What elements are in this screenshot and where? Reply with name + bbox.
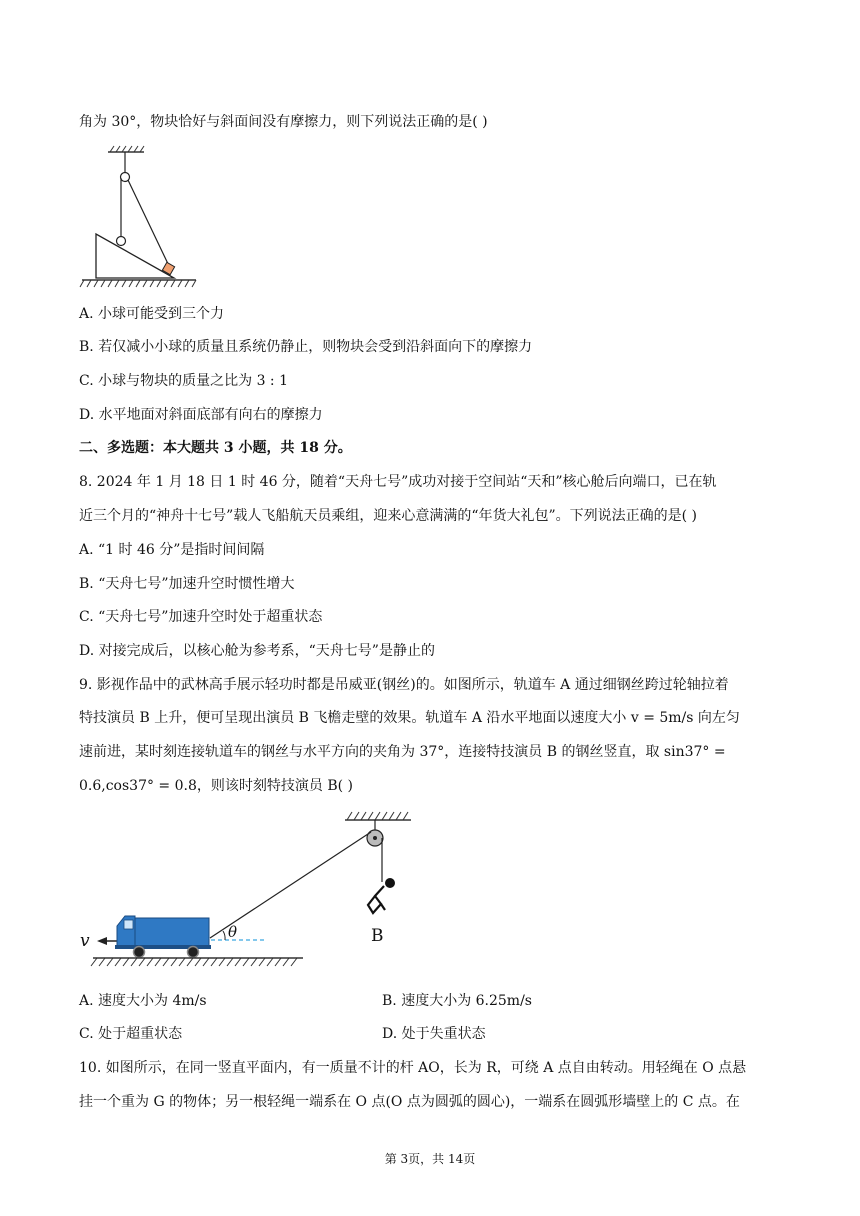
q8-option-d: D. 对接完成后，以核心舱为参考系，“天舟七号”是静止的 (79, 643, 435, 659)
q8-stem-line-2: 近三个月的“神舟十七号”载人飞船航天员乘组，迎来心意满满的“年货大礼包”。下列说法正确的是( ) (79, 508, 698, 524)
truck (115, 916, 211, 958)
performer-b (368, 878, 395, 913)
q8-option-c: C. “天舟七号”加速升空时处于超重状态 (79, 609, 323, 625)
q7-option-a: A. 小球可能受到三个力 (79, 306, 225, 322)
q7-option-c: C. 小球与物块的质量之比为 3 : 1 (79, 373, 288, 389)
small-ball (117, 237, 126, 246)
q9-stem-line-1: 9. 影视作品中的武林高手展示轻功时都是吊威亚(钢丝)的。如图所示，轨道车 A 通过细钢丝跨过轮轴拉着 (79, 677, 729, 693)
q8-stem-line-1: 8. 2024 年 1 月 18 日 1 时 46 分，随着“天舟七号”成功对接于空间站“天和”核心舱后向端口，已在轨 (79, 474, 717, 490)
q9-stem-line-4: 0.6,cos37° = 0.8，则该时刻特技演员 B( ) (79, 778, 353, 794)
q9-option-b: B. 速度大小为 6.25m/s (382, 993, 532, 1009)
q7-stem: 角为 30°，物块恰好与斜面间没有摩擦力，则下列说法正确的是( ) (79, 114, 488, 130)
ceiling-hatch (108, 146, 144, 152)
label-theta: θ (228, 923, 238, 941)
q8-option-a: A. “1 时 46 分”是指时间间隔 (79, 542, 265, 558)
ceiling-hatch (345, 812, 411, 820)
incline (96, 234, 174, 278)
q9-option-c: C. 处于超重状态 (79, 1026, 183, 1042)
ground-hatch (91, 958, 303, 966)
ground-hatch (80, 280, 196, 287)
q10-stem-line-1: 10. 如图所示，在同一竖直平面内，有一质量不计的杆 AO，长为 R，可绕 A 点自由转动。用轻绳在 O 点悬 (79, 1060, 747, 1076)
q10-stem-line-2: 挂一个重为 G 的物体；另一根轻绳一端系在 O 点(O 点为圆弧的圆心)，一端系在圆弧形墙壁上的 C 点。在 (79, 1094, 740, 1110)
q9-option-d: D. 处于失重状态 (382, 1026, 486, 1042)
q9-option-a: A. 速度大小为 4m/s (79, 993, 207, 1009)
q7-option-d: D. 水平地面对斜面底部有向右的摩擦力 (79, 407, 323, 423)
q7-option-b: B. 若仅减小小球的质量且系统仍静止，则物块会受到沿斜面向下的摩擦力 (79, 339, 533, 355)
label-b: B (371, 926, 384, 946)
section-heading: 二、多选题：本大题共 3 小题，共 18 分。 (79, 440, 352, 456)
q9-truck-figure (75, 800, 425, 980)
rope-to-block (128, 180, 170, 268)
q9-stem-line-3: 速前进，某时刻连接轨道车的钢丝与水平方向的夹角为 37°，连接特技演员 B 的钢丝竖直，取 sin37° = (79, 744, 726, 760)
q9-stem-line-2: 特技演员 B 上升，便可呈现出演员 B 飞檐走壁的效果。轨道车 A 沿水平地面以速度大小 v = 5m/s 向左匀 (79, 710, 740, 726)
label-v: v (80, 931, 90, 951)
q7-incline-figure (78, 140, 203, 292)
q8-option-b: B. “天舟七号”加速升空时惯性增大 (79, 576, 295, 592)
page-footer: 第 3页，共 14页 (384, 1152, 476, 1166)
